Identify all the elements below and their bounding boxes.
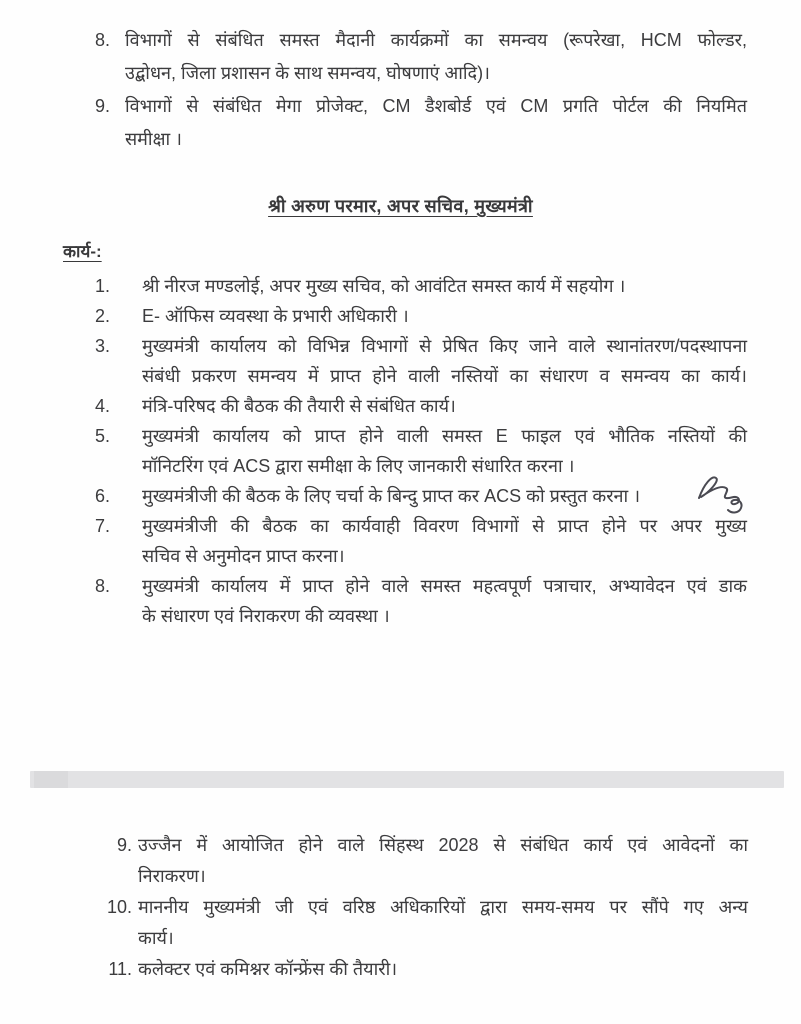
item-number: 11. — [108, 959, 132, 979]
item-number: 9. — [95, 96, 111, 116]
item-text — [142, 331, 747, 391]
item-text — [142, 481, 747, 511]
item-text — [142, 301, 747, 331]
item-number: 1. — [95, 276, 111, 296]
handwritten-signature-mark — [694, 470, 758, 518]
item-number: 10. — [106, 897, 132, 917]
item-line: माननीय मुख्यमंत्री जी एवं वरिष्ठ अधिकारियों द्वारा समय-समय पर सौंपे गए अन्य — [138, 897, 748, 917]
item-line: मुख्यमंत्री कार्यालय को प्राप्त होने वाली समस्त E फाइल एवं भौतिक नस्तियों की — [142, 426, 747, 446]
list-item — [95, 331, 747, 391]
item-line: कलेक्टर एवं कमिश्नर कॉन्फ्रेंस की तैयारी। — [138, 959, 398, 979]
item-line: विभागों से संबंधित समस्त मैदानी कार्यक्रमों का समन्वय (रूपरेखा, HCM फोल्डर, — [125, 30, 747, 50]
item-line: उद्बोधन, जिला प्रशासन के साथ समन्वय, घोषणाएं आदि)। — [125, 63, 490, 83]
list-item — [95, 421, 747, 481]
item-text — [138, 830, 748, 892]
item-line: संबंधी प्रकरण समन्वय में प्राप्त होने वाली नस्तियों का संधारण व समन्वय का कार्य। — [142, 366, 747, 386]
list-item — [100, 954, 748, 985]
duties-label: कार्य-: — [63, 242, 102, 261]
item-text — [142, 271, 747, 301]
item-line: विभागों से संबंधित मेगा प्रोजेक्ट, CM डैशबोर्ड एवं CM प्रगति पोर्टल की नियमित — [125, 96, 747, 116]
item-text — [125, 90, 747, 156]
list-item — [95, 481, 747, 511]
item-line: समीक्षा । — [125, 129, 182, 149]
item-line: कार्य। — [138, 928, 174, 948]
list-item — [100, 830, 748, 892]
item-number: 6. — [95, 486, 111, 506]
item-number: 2. — [95, 306, 111, 326]
item-text — [142, 391, 747, 421]
item-number: 7. — [95, 516, 111, 536]
item-line: मुख्यमंत्री कार्यालय में प्राप्त होने वाले समस्त महत्वपूर्ण पत्राचार, अभ्यावेदन एवं डाक — [142, 576, 747, 596]
bottom-duties-list — [100, 830, 748, 985]
item-line: श्री नीरज मण्डलोई, अपर मुख्य सचिव, को आवंटित समस्त कार्य में सहयोग । — [142, 276, 626, 296]
list-item — [95, 90, 747, 156]
item-line: मंत्रि-परिषद की बैठक की तैयारी से संबंधित कार्य। — [142, 396, 456, 416]
list-item — [95, 24, 747, 90]
section-heading: श्री अरुण परमार, अपर सचिव, मुख्यमंत्री — [268, 196, 533, 216]
item-number: 3. — [95, 336, 111, 356]
list-item — [95, 571, 747, 631]
item-number: 9. — [116, 835, 132, 855]
top-continuation-list — [95, 24, 747, 156]
item-text — [142, 571, 747, 631]
list-item — [95, 511, 747, 571]
item-line: निराकरण। — [138, 866, 206, 886]
item-text — [142, 421, 747, 481]
item-line: के संधारण एवं निराकरण की व्यवस्था । — [142, 606, 390, 626]
item-line: मुख्यमंत्री कार्यालय को विभिन्न विभागों से प्रेषित किए जाने वाले स्थानांतरण/पदस्थापना — [142, 336, 747, 356]
item-line: उज्जैन में आयोजित होने वाले सिंहस्थ 2028 से संबंधित कार्य एवं आवेदनों का — [138, 835, 748, 855]
item-line: मुख्यमंत्रीजी की बैठक का कार्यवाही विवरण विभागों से प्राप्त होने पर अपर मुख्य — [142, 516, 747, 536]
item-line: मॉनिटरिंग एवं ACS द्वारा समीक्षा के लिए जानकारी संधारित करना । — [142, 456, 575, 476]
scan-seam-band — [30, 771, 784, 788]
list-item — [95, 391, 747, 421]
duties-list — [95, 271, 747, 631]
item-line: सचिव से अनुमोदन प्राप्त करना। — [142, 546, 345, 566]
list-item — [95, 271, 747, 301]
list-item — [95, 301, 747, 331]
item-line: मुख्यमंत्रीजी की बैठक के लिए चर्चा के बिन्दु प्राप्त कर ACS को प्रस्तुत करना । — [142, 486, 641, 506]
item-number: 4. — [95, 396, 111, 416]
item-text — [142, 511, 747, 571]
item-text — [138, 954, 748, 985]
item-line: E- ऑफिस व्यवस्था के प्रभारी अधिकारी । — [142, 306, 409, 326]
item-text — [125, 24, 747, 90]
item-number: 8. — [95, 576, 111, 596]
scan-seam-shadow — [34, 771, 68, 788]
item-number: 8. — [95, 30, 111, 50]
item-text — [138, 892, 748, 954]
list-item — [100, 892, 748, 954]
item-number: 5. — [95, 426, 111, 446]
